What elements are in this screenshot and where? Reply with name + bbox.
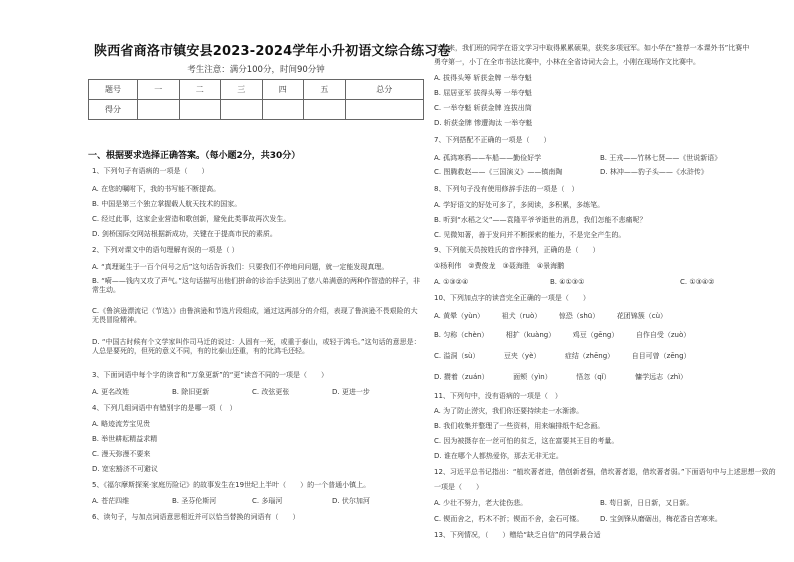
option-c[interactable]: C. 因为被摄存在一丝可怕的贫乏，这在富要其王目的考量。 — [434, 437, 619, 445]
page-title: 陕西省商洛市镇安县2023-2024学年小升初语文综合练习卷 — [94, 44, 451, 59]
option-d[interactable]: D. 攒着（zuán） 面颊（yìn） 悟忽（qǐ） 慵学远志（zhì） — [434, 373, 688, 381]
question-text: 8、下列句子没有使用修辞手法的一项是（ ） — [434, 185, 579, 193]
option-c[interactable]: C. 一举夺魁 斩获金牌 连拔出筒 — [434, 104, 532, 112]
option-text: C.《鲁滨逊漂流记（节选）》由鲁滨逊和节选片段组成，通过这两部分的介绍，表现了鲁滨逊不畏艰险的大无畏冒险精神。 — [92, 307, 418, 324]
score-input-cell[interactable] — [345, 100, 423, 120]
option-text: A. 在您的嘱咐下，我的书写能不断提高。 — [92, 185, 221, 193]
option-b[interactable]: B. 举世耕耘精益求精 — [92, 435, 158, 443]
option-a[interactable]: A. 拔得头筹 斩获金牌 一举夺魁 — [434, 74, 532, 82]
option-d[interactable]: D. 更进一步 — [332, 388, 370, 396]
option-b[interactable]: B. 屈居亚军 拔得头筹 一举夺魁 — [434, 89, 532, 97]
score-table-header-row — [89, 80, 424, 100]
score-input-cell[interactable] — [138, 100, 180, 120]
option-c[interactable]: C. ①③④② — [680, 278, 715, 286]
option-a[interactable]: A. 孤鸿寒鸦——车船——勤俭好学 — [434, 154, 542, 162]
score-input-cell[interactable] — [221, 100, 263, 120]
option-text: C. 经过此事，这家企业营造和歌创新，避免此类事故再次发生。 — [92, 215, 291, 223]
question-text: 10、下列加点字的读音完全正确的一项是（ ） — [434, 294, 590, 302]
option-b[interactable]: B. 王戎——竹林七贤——《世说新语》 — [600, 154, 722, 162]
question-text: 3、下面词语中每个字的读音和“万象更新”的“更”读音不同的一项是（ ） — [92, 371, 328, 379]
option-row — [92, 388, 412, 397]
passage-text: 勇夺第一，小丁在全市书法比赛中，小林在全省诗词大会上，小刚在现场作文比赛中。 — [434, 58, 700, 66]
option-a[interactable]: A. 学好语文的好处可多了，多阅读，多积累，多练笔。 — [434, 201, 605, 209]
option-a[interactable]: A. 苍茫四维 — [92, 497, 130, 505]
option-a[interactable]: A. 略迹流芳宝见贵 — [92, 420, 151, 428]
score-cell: 总分 — [345, 80, 423, 100]
option-c[interactable]: C. 溢洞（sù） 豆夹（yè） 症结（zhēng） 自目可曾（zēng） — [434, 352, 691, 360]
question-text: 1、下列句子有语病的一项是（ ） — [92, 167, 209, 175]
score-input-cell[interactable] — [304, 100, 346, 120]
score-cell: 三 — [221, 80, 263, 100]
question-text: 6、读句子，与加点词语意思相近并可以恰当替换的词语有（ ） — [92, 513, 300, 521]
question-text: 4、下列几组词语中有错别字的是哪一项（ ） — [92, 404, 237, 412]
option-text: A. “真理诞生于一百个问号之后”这句话告诉我们：只要我们不停地问问题，就一定能发现真理。 — [92, 263, 389, 271]
score-input-cell[interactable] — [179, 100, 221, 120]
question-text: 11、下列句中，没有语病的一项是（ ） — [434, 392, 562, 400]
question-text: 2、下列对课文中的语句理解有误的一项是（ ） — [92, 246, 239, 254]
question-text: 9、下列航天员按姓氏的音序排列，正确的是（ ） — [434, 246, 600, 254]
score-cell: 四 — [262, 80, 304, 100]
score-input-cell[interactable] — [262, 100, 304, 120]
option-a[interactable]: A. 为了防止涝灾，我们你还要持续走一水渐渗。 — [434, 407, 584, 415]
option-a[interactable]: A. 更名改姓 — [92, 388, 130, 396]
astronaut-list: ①杨利伟 ②费俊龙 ③聂海胜 ④景海鹏 — [434, 262, 565, 270]
option-a[interactable]: A. 少壮不努力，老大徒伤悲。 — [434, 499, 528, 507]
question-text: 13、下列情况，（ ）赠给“缺乏自信”的同学最合适 — [434, 531, 601, 539]
option-b[interactable]: B. 匀称（chèn） 相扩（kuàng） 鸡豆（gēng） 自作自受（zuò） — [434, 331, 691, 339]
option-b[interactable]: B. 我们收集并整理了一些资料，用来编排纸牛纪念画。 — [434, 422, 605, 430]
exam-note: 考生注意：满分100分，时间90分钟 — [187, 65, 325, 75]
option-c[interactable]: C. 多瑙河 — [252, 497, 283, 505]
passage-text: 六年来，我们班的同学在语文学习中取得累累硕果，获奖多项冠军。如小华在“推荐一本课外书”比赛中 — [434, 44, 750, 52]
section-heading: 一、根据要求选择正确答案。（每小题2分，共30分） — [88, 151, 301, 161]
option-d[interactable]: D. 斩获金牌 惨遭淘汰 一举夺魁 — [434, 119, 533, 127]
option-c[interactable]: C. 图腾救赵——《三国演义》——镇南陶 — [434, 168, 563, 176]
score-cell: 题号 — [89, 80, 138, 100]
option-b[interactable]: B. ④①③① — [550, 278, 585, 286]
score-table — [88, 79, 424, 120]
question-text: 12、习近平总书记指出：“植坎著者进，借创新者强，借坎著者退，借坎著者弱。”下面语句中与上述思想一致的 — [434, 468, 776, 476]
question-text: 一项是（ ） — [434, 483, 483, 491]
option-a[interactable]: A. ①③②④ — [434, 278, 469, 286]
option-c[interactable]: C. 改弦更张 — [252, 388, 290, 396]
score-cell: 二 — [179, 80, 221, 100]
score-cell: 得分 — [89, 100, 138, 120]
option-d[interactable]: D. 宽宏豁济不可避议 — [92, 465, 158, 473]
option-c[interactable]: C. 见微知著，善于发问并不断探索的能力，不是完全产生的。 — [434, 231, 626, 239]
option-row — [92, 497, 412, 506]
score-table-score-row — [89, 100, 424, 120]
option-c[interactable]: C. 锲而舍之，朽木不折；锲而不舍，金石可镂。 — [434, 515, 584, 523]
option-b[interactable]: B. 除旧更新 — [172, 388, 210, 396]
score-cell: 五 — [304, 80, 346, 100]
option-d[interactable]: D. 宝剑锋从磨砺出，梅花香自苦寒来。 — [600, 515, 722, 523]
question-text: 7、下列搭配不正确的一项是（ ） — [434, 136, 551, 144]
question-text: 5、《福尔摩斯探案·家庭历险记》的故事发生在19世纪上半叶（ ）的一个普通小镇上。 — [92, 481, 371, 489]
option-a[interactable]: A. 黄晕（yùn） 祖犬（ruò） 惊恐（shū） 花团锦簇（cù） — [434, 312, 668, 320]
option-text: B. “嗬——钱内又攻了声气。”这句话描写出他们拼命的诊治手法到出了慈八弟满意的两种作智造的样子，非常生动。 — [92, 277, 421, 294]
option-text: B. 中国是第三个独立掌握载人航天技术的国家。 — [92, 200, 242, 208]
option-d[interactable]: D. 伏尔加河 — [332, 497, 370, 505]
option-c[interactable]: C. 漫天弥漫不要来 — [92, 450, 151, 458]
option-text: D. “中国古时候有个文学家叫作司马迁的说过：人固有一死，或重于泰山，或轻于鸿毛。”这句话的意思是：人总是要死的，但死的意义不同，有的比泰山还重，有的比鸿毛还轻。 — [92, 338, 421, 355]
option-d[interactable]: D. 谁在哪个人都热爱你，那去无非无定。 — [434, 452, 563, 460]
option-text: D. 剑桥国际交网站根据新成功，关键在于提高市民的素质。 — [92, 230, 277, 238]
option-b[interactable]: B. 听到“水稻之父”——袁隆平爷爷逝世的消息，我们怎能不悲痛呢？ — [434, 216, 647, 224]
option-b[interactable]: B. 苟日新，日日新，又日新。 — [600, 499, 694, 507]
option-b[interactable]: B. 圣芬伦斯河 — [172, 497, 217, 505]
score-cell: 一 — [138, 80, 180, 100]
option-d[interactable]: D. 林冲——豹子头——《水浒传》 — [600, 168, 708, 176]
